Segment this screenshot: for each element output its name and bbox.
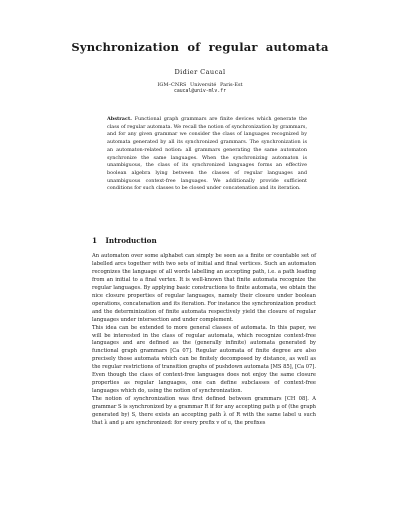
paper-title: Synchronization of regular automata — [71, 40, 329, 54]
abstract-text: Functional graph grammars are finite devices which generate the class of regular automata. We recall the notion of synchronization by grammars, and for any given grammar we consider the class of languages recognized by automata generated by all its synchronized grammars. The synchronization is an automaton-related notion: all grammars generating the same automaton synchronize the same languages. When the synchronizing automaton is unambiguous, the class of its synchronized languages forms an effective boolean algebra lying between the classes of regular languages and unambiguous context-free languages. We additionally provide sufficient conditions for such classes to be closed under concatenation and its iteration. — [107, 116, 307, 192]
section-heading-introduction: 1 Introduction — [92, 236, 157, 245]
body-paragraph: An automaton over some alphabet can simply be seen as a finite or countable set of labelled arcs together with two sets of initial and final vertices. Such an automaton recognizes the language of all words labelling an accepting path, i.e. a path leading from an initial to a final vertex. It is well-known that finite automata recognize the regular languages. By applying basic constructions to finite automata, we obtain the nice closure properties of regular languages, namely their closure under boolean operations, concatenation and its iteration. For instance the synchronization product and the determinization of finite automata respectively yield the closure of regular languages under intersection and under complement. — [92, 253, 316, 323]
body-paragraph: This idea can be extended to more general classes of automata. In this paper, we will be interested in the class of regular automata, which recognize context-free languages and are defined as the (generally infinite) automata generated by functional graph grammars [Ca 07]. Regular automata of finite degree are also precisely those automata which can be finitely decomposed by distance, as well as the regular restrictions of transition graphs of pushdown automata [MS 85], [Ca 07]. Even though the class of context-free languages does not enjoy the same closure properties as regular languages, one can define subclasses of context-free languages which do, using the notion of synchronization. — [92, 324, 317, 395]
body-paragraph: The notion of synchronization was first defined between grammars [CH 08]. A grammar S is synchronized by a grammar R if for any accepting path μ of (the graph generated by) S, there exists an accepting path λ of R with the same label u such that λ and μ are synchronized: for every prefix v of u, the prefixes — [92, 396, 316, 427]
abstract — [107, 116, 307, 193]
author-email: caucal@univ-mlv.fr — [174, 89, 226, 94]
author-affiliation: IGM–CNRS Université Paris-Est — [157, 82, 243, 88]
introduction-body — [92, 253, 316, 428]
author-name: Didier Caucal — [174, 68, 226, 76]
abstract-label: Abstract. — [107, 116, 132, 122]
